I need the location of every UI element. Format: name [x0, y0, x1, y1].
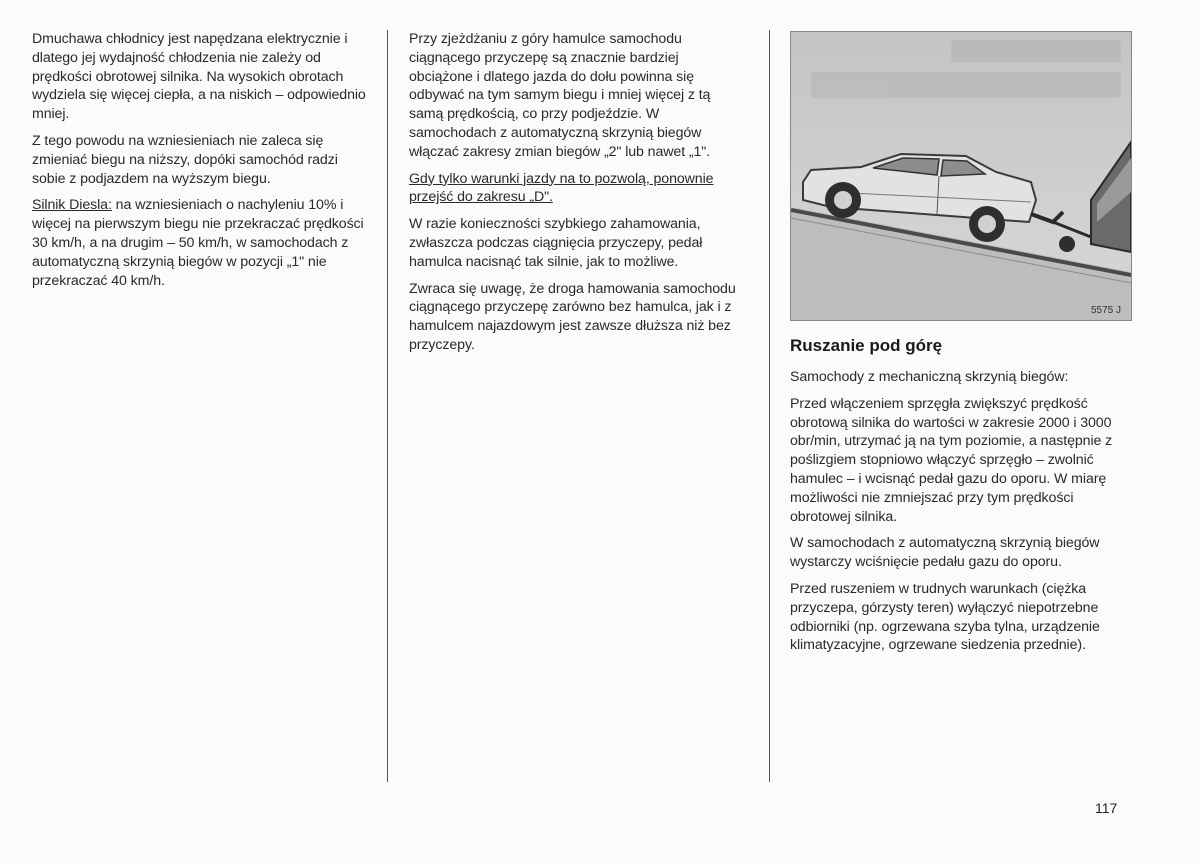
column-divider — [387, 30, 388, 782]
car-trailer-drawing — [791, 32, 1131, 320]
paragraph-underlined: Gdy tylko warunki jazdy na to pozwolą, ponownie przejść do zakresu „D". — [409, 170, 714, 206]
figure-code: 5575 J — [1090, 305, 1121, 316]
paragraph: Zwraca się uwagę, że droga hamowania samochodu ciągnącego przyczepę zarówno bez hamulca, jak i z hamulcem najazdowym jest zawsze dłuższa niż bez przyczepy. — [409, 280, 736, 353]
text-column-right — [790, 368, 1130, 663]
paragraph: Dmuchawa chłodnicy jest napędzana elektrycznie i dlatego jej wydajność chłodzenia nie zależy od prędkości obrotowej silnika. Na wysokich obrotach wydziela się więcej ciepła, a na niskich – odpowiednio mniej. — [32, 31, 366, 123]
section-heading: Ruszanie pod górę — [790, 336, 943, 355]
diesel-text: na wzniesieniach o nachyleniu 10% i więcej na pierwszym biegu nie przekraczać prędkości 30 km/h, a na drugim – 50 km/h, w samochodach z automatyczną skrzynią biegów w pozycji „1" nie przekraczać 40 km/h. — [32, 197, 364, 289]
paragraph: Przed ruszeniem w trudnych warunkach (ciężka przyczepa, górzysty teren) wyłączyć niepotrzebne odbiorniki (np. ogrzewana szyba tylna, urządzenie klimatyzacyjne, ogrzewane siedzenia przednie). — [790, 580, 1100, 654]
paragraph: Przy zjeżdżaniu z góry hamulce samochodu ciągnącego przyczepę są znacznie bardziej obciążone i dlatego jazda do dołu powinna się odbywać na tym samym biegu i mniej więcej z tą samą prędkością, co przy podjeździe. W samochodach z automatyczną skrzynią biegów włączać zakresy zmian biegów „2" lub nawet „1". — [409, 31, 711, 160]
paragraph: W samochodach z automatyczną skrzynią biegów wystarczy wciśnięcie pedału gazu do oporu. — [790, 535, 1100, 571]
column-divider — [769, 30, 770, 782]
car-with-trailer-illustration — [790, 31, 1132, 321]
text-column-left — [32, 30, 368, 298]
paragraph: Samochody z mechaniczną skrzynią biegów: — [790, 369, 1069, 385]
diesel-label: Silnik Diesla: — [32, 197, 112, 214]
paragraph: Z tego powodu na wzniesieniach nie zaleca się zmieniać biegu na niższy, dopóki samochód radzi sobie z podjazdem na wyższym biegu. — [32, 132, 338, 187]
text-column-middle — [409, 30, 745, 363]
page-number: 117 — [1095, 800, 1118, 816]
paragraph: W razie konieczności szybkiego zahamowania, zwłaszcza podczas ciągnięcia przyczepy, pedał hamulca nacisnąć tak silnie, jak to możliwe. — [409, 216, 703, 270]
paragraph — [32, 196, 368, 290]
paragraph: Przed włączeniem sprzęgła zwiększyć prędkość obrotową silnika do wartości w zakresie 2000 i 3000 obr/min, utrzymać ją na tym poziomie, a następnie z poślizgiem stopniowo włączyć sprzęgło – zwolnić hamulec – i wcisnąć pedał gazu do oporu. W miarę możliwości nie zmniejszać przy tym prędkości obrotowej silnika. — [790, 395, 1113, 525]
